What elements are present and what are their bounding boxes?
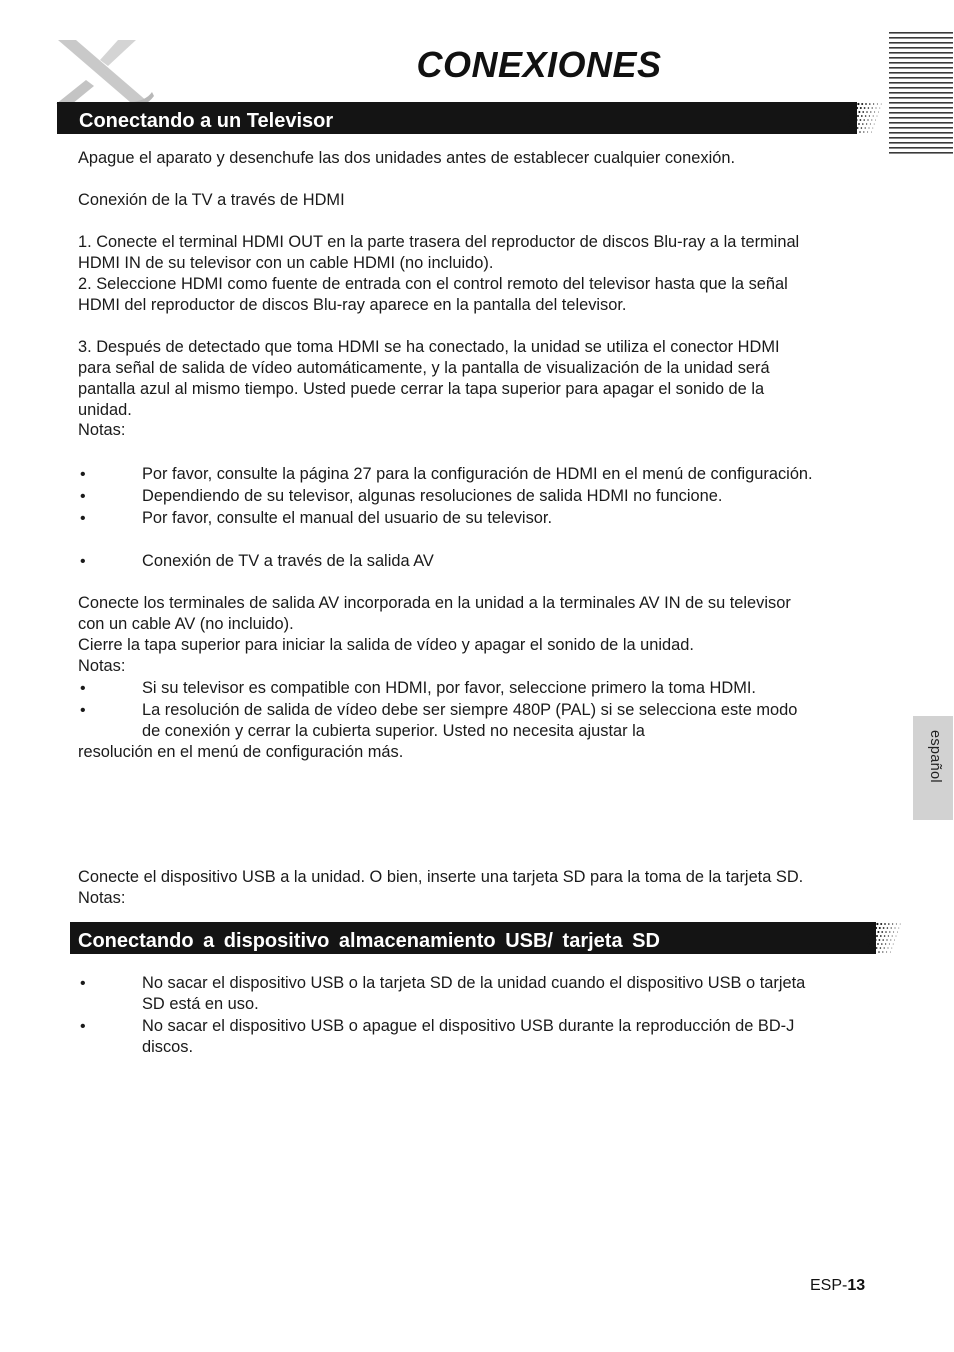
av-tail-line: resolución en el menú de configuración más. [78, 743, 404, 761]
step3-line3: pantalla azul al mismo tiempo. Usted puede cerrar la tapa superior para apagar el sonido de la [78, 380, 765, 398]
step3-line2: para señal de salida de vídeo automáticamente, y la pantalla de visualización de la unidad será [78, 359, 770, 377]
usb-notes-label: Notas: [78, 889, 126, 907]
page-prefix: ESP- [810, 1277, 848, 1294]
halftone-decoration-icon [843, 102, 883, 134]
usb-intro: Conecte el dispositivo USB a la unidad. O bien, inserte una tarjeta SD para la toma de la tarjeta SD. [78, 868, 804, 886]
list-item-line2: discos. [142, 1038, 194, 1056]
stripes-decoration-icon [889, 30, 953, 158]
bullet-marker: • [80, 553, 86, 570]
step1-line2: HDMI IN de su televisor con un cable HDMI (no incluido). [78, 254, 494, 272]
av-paragraph2: Cierre la tapa superior para iniciar la salida de vídeo y apagar el sonido de la unidad. [78, 636, 694, 654]
paragraph-hdmi-title: Conexión de la TV a través de HDMI [78, 191, 345, 209]
bullet-marker: • [80, 466, 86, 483]
bullet-marker: • [80, 680, 86, 697]
list-item-line2: de conexión y cerrar la cubierta superior. Usted no necesita ajustar la [142, 722, 645, 740]
language-label: español [927, 730, 943, 783]
list-item-line1: No sacar el dispositivo USB o apague el dispositivo USB durante la reproducción de BD-J [142, 1017, 795, 1035]
av-notes-label: Notas: [78, 657, 126, 675]
section-heading-usb: Conectando a dispositivo almacenamiento USB/ tarjeta SD [70, 922, 876, 954]
list-item: Dependiendo de su televisor, algunas resoluciones de salida HDMI no funcione. [142, 487, 723, 505]
language-tab [913, 716, 953, 820]
step2-line2: HDMI del reproductor de discos Blu-ray aparece en la pantalla del televisor. [78, 296, 627, 314]
av-paragraph-line1: Conecte los terminales de salida AV incorporada en la unidad a la terminales AV IN de su televisor [78, 594, 791, 612]
page-number-value: 13 [847, 1277, 866, 1294]
list-item-line1: La resolución de salida de vídeo debe ser siempre 480P (PAL) si se selecciona este modo [142, 701, 798, 719]
av-paragraph-line2: con un cable AV (no incluido). [78, 615, 294, 633]
page-title: CONEXIONES [416, 44, 662, 85]
step1-line1: 1. Conecte el terminal HDMI OUT en la parte trasera del reproductor de discos Blu-ray a la terminal [78, 233, 800, 251]
step3-line1: 3. Después de detectado que toma HDMI se ha conectado, la unidad se utiliza el conector HDMI [78, 338, 780, 356]
step2-line1: 2. Seleccione HDMI como fuente de entrada con el control remoto del televisor hasta que la señal [78, 275, 788, 293]
page-number [810, 1277, 865, 1295]
bullet-marker: • [80, 510, 86, 527]
bullet-marker: • [80, 975, 86, 992]
bullet-marker: • [80, 1018, 86, 1035]
list-item-line1: No sacar el dispositivo USB o la tarjeta SD de la unidad cuando el dispositivo USB o tarjeta [142, 974, 806, 992]
list-item: Si su televisor es compatible con HDMI, por favor, seleccione primero la toma HDMI. [142, 679, 756, 697]
halftone-decoration-icon [862, 922, 902, 954]
bullet-marker: • [80, 702, 86, 719]
paragraph-warning: Apague el aparato y desenchufe las dos unidades antes de establecer cualquier conexión. [78, 149, 735, 167]
list-item-line2: SD está en uso. [142, 995, 259, 1013]
av-subtitle: Conexión de TV a través de la salida AV [142, 552, 434, 570]
list-item: Por favor, consulte la página 27 para la configuración de HDMI en el menú de configuración. [142, 465, 813, 483]
section-heading-tv: Conectando a un Televisor [57, 102, 857, 134]
bullet-marker: • [80, 488, 86, 505]
list-item: Por favor, consulte el manual del usuario de su televisor. [142, 509, 552, 527]
step3-line4: unidad. [78, 401, 132, 419]
notes-label: Notas: [78, 421, 126, 439]
